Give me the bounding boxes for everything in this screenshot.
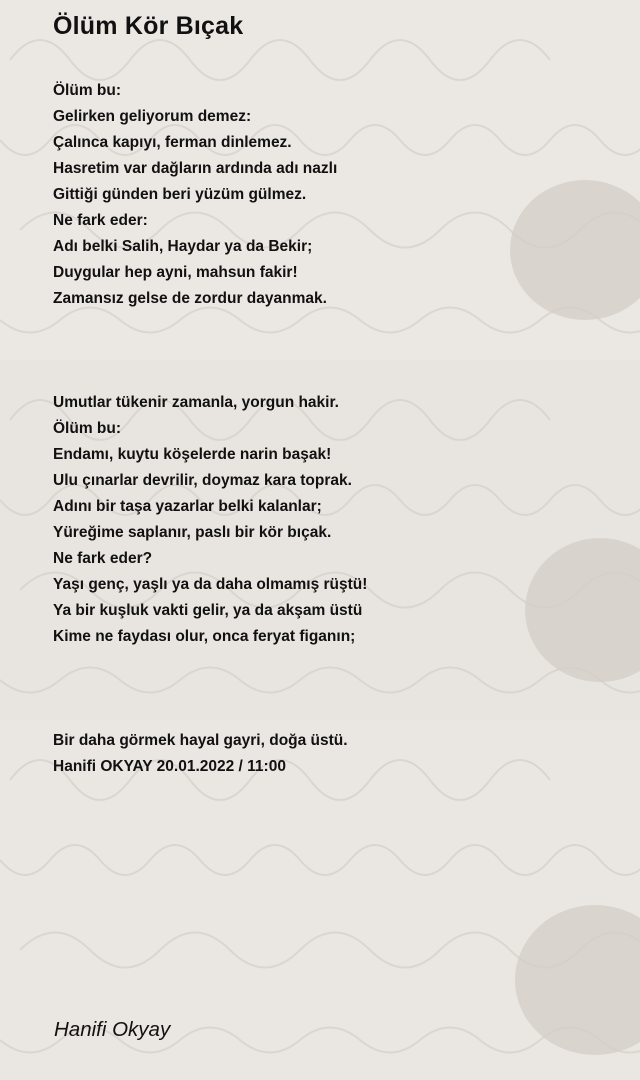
poem-line: Hasretim var dağların ardında adı nazlı: [53, 160, 338, 177]
stanza-gap: [53, 312, 367, 390]
poem-line: Endamı, kuytu köşelerde narin başak!: [53, 446, 332, 463]
stanza-2: [53, 390, 367, 650]
poem-line: Gittiği günden beri yüzüm gülmez.: [53, 186, 307, 203]
poem-line: Yüreğime saplanır, paslı bir kör bıçak.: [53, 524, 332, 541]
author-name: Hanifi Okyay: [54, 1018, 171, 1041]
stanza-1: [53, 78, 367, 312]
poem-line: Ya bir kuşluk vakti gelir, ya da akşam üstü: [53, 602, 363, 619]
stanza-gap: [53, 650, 367, 728]
poem-line: Zamansız gelse de zordur dayanmak.: [53, 290, 327, 307]
poem-line: Ne fark eder?: [53, 550, 153, 567]
poem-line: Ölüm bu:: [53, 420, 122, 437]
poem-line: Kime ne faydası olur, onca feryat figanın;: [53, 628, 356, 645]
poem-line: Umutlar tükenir zamanla, yorgun hakir.: [53, 394, 339, 411]
poem-line: Gelirken geliyorum demez:: [53, 108, 252, 125]
poem-title: Ölüm Kör Bıçak: [53, 12, 244, 40]
poem-line: Yaşı genç, yaşlı ya da daha olmamış rüştü!: [53, 576, 368, 593]
poem-line: Adı belki Salih, Haydar ya da Bekir;: [53, 238, 313, 255]
poem-line: Çalınca kapıyı, ferman dinlemez.: [53, 134, 292, 151]
poem-line: Bir daha görmek hayal gayri, doğa üstü.: [53, 732, 348, 749]
poem-signature-line: Hanifi OKYAY 20.01.2022 / 11:00: [53, 758, 286, 775]
poem-body: [53, 78, 367, 780]
poem-line: Duygular hep ayni, mahsun fakir!: [53, 264, 298, 281]
poem-line: Ne fark eder:: [53, 212, 148, 229]
poem-line: Ölüm bu:: [53, 82, 122, 99]
poem-line: Ulu çınarlar devrilir, doymaz kara toprak.: [53, 472, 352, 489]
stanza-3: [53, 728, 367, 780]
poem-line: Adını bir taşa yazarlar belki kalanlar;: [53, 498, 322, 515]
